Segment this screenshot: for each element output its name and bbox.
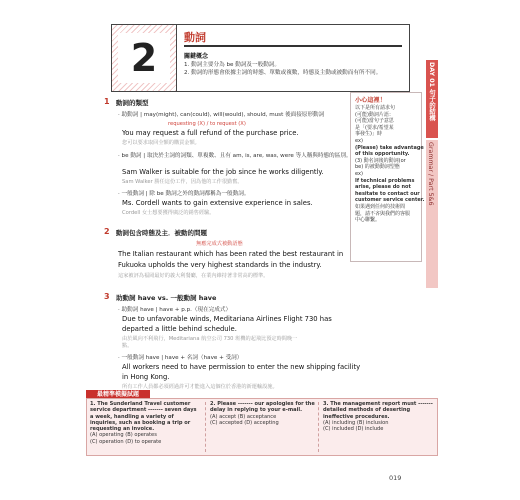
q1-line: service department ------- seven days <box>90 407 197 414</box>
note-line: be) 的被動動詞型態 <box>355 164 400 171</box>
note-line: If technical problems <box>355 177 415 184</box>
note-line: 事發生)」時 <box>355 131 382 138</box>
s3-translation-2: 所有工作人員都必須經過許可才能進入這個位於香港的新運輸設施。 <box>122 384 278 390</box>
chapter-number-box <box>112 25 177 91</box>
key-concept-line-2: 2. 動詞的形態會依據主詞的時態、單數或複數，時態及主動或被動而有所不同。 <box>184 70 382 76</box>
note-line: of this opportunity. <box>355 151 410 158</box>
s3-bullet-1: · 助動詞 have | have + p.p.（現在完成式） <box>118 307 232 313</box>
q3-option-row[interactable]: (C) included (D) include <box>323 426 384 433</box>
q1-line: 1. The Sunderland Travel customer <box>90 401 191 407</box>
s2-example-line-1: The Italian restaurant which has been rated the best restaurant in <box>118 250 344 258</box>
quiz-heading: 最精準模擬試題 <box>86 390 150 399</box>
note-line: ex) <box>355 170 363 177</box>
q2-option-row[interactable]: (C) accepted (D) accepting <box>210 419 279 426</box>
chapter-header <box>111 24 410 92</box>
note-line: 如果遇到任何的技術問 <box>355 203 406 210</box>
s1-bullet-3: · 一般動詞 | 除 be 動詞之外的動詞都稱為一般動詞。 <box>118 191 250 197</box>
quiz-divider <box>205 402 206 452</box>
s1-translation-3: Cordell 女士想要獲得廣泛的銷售經驗。 <box>122 210 215 216</box>
section-2-number: 2 <box>104 227 110 236</box>
note-line: arise, please do not <box>355 184 411 191</box>
s1-example-1: You may request a full refund of the purchase price. <box>122 129 299 137</box>
chapter-title: 動詞 <box>184 31 206 44</box>
q1-line: a week, handling a variety of <box>90 413 174 420</box>
quiz-divider <box>318 402 319 452</box>
page-number: 019 <box>389 474 402 482</box>
s1-translation-1: 您可以要求取回全額的購買金額。 <box>122 140 200 146</box>
section-1-title: 動詞的類型 <box>116 99 149 107</box>
s3-bullet-2: · 一般動詞 have | have + 名詞（have + 受詞） <box>118 355 243 361</box>
key-concept-line-1: 1. 動詞主要分為 be 動詞及一般動詞。 <box>184 62 280 68</box>
s2-translation: 這家被評為福岡最好的義大利餐廳，在業內維持著非常高的標準。 <box>118 273 269 279</box>
s3-translation-1b: 點。 <box>122 343 133 349</box>
note-line: customer service center. <box>355 197 425 204</box>
section-3-title: 助動詞 have vs. 一般動詞 have <box>116 294 217 302</box>
s3-example-line-1: Due to unfavorable winds, Meditariana Airlines Flight 730 has <box>122 315 332 323</box>
day-tab-label: DAY 01 句子的結構 <box>428 62 435 121</box>
q3-line: detailed methods of deserting <box>323 407 411 414</box>
s1-example-2: Sam Walker is suitable for the job since he works diligently. <box>122 168 324 176</box>
s3-example-line-3: All workers need to have permission to enter the new shipping facility <box>122 363 361 371</box>
s3-translation-1: 由於風向不利飛行，Meditariana 航空公司 730 班機的起飛比預定時間晚一 <box>122 336 298 342</box>
quiz-question-3 <box>323 401 433 432</box>
chapter-number: 2 <box>118 33 170 83</box>
part-tab[interactable] <box>426 140 438 288</box>
section-2-title: 動詞包含時態及主．被動的問題 <box>116 229 207 237</box>
caution-note <box>350 92 425 262</box>
q2-option-row[interactable]: (A) accept (B) acceptance <box>210 413 277 420</box>
note-line: hesitate to contact our <box>355 190 420 197</box>
caution-note-title: 小心這裡！ <box>355 97 386 104</box>
q1-line: inquiries, such as booking a trip or <box>90 419 191 426</box>
s1-red-note: requesting (X) / to request (X) <box>168 121 246 127</box>
note-line: 是「(要求/希望某 <box>355 124 394 131</box>
q2-line: delay in replying to your e-mail. <box>210 407 303 414</box>
s1-bullet-1: · 助動詞 | may(might), can(could), will(would), should, must 後面接原形動詞 <box>118 112 325 118</box>
note-line: ex) <box>355 137 363 144</box>
note-line: 以下是所有請求句 <box>355 105 396 111</box>
note-line: (Please) take advantage <box>355 144 424 151</box>
note-line: (3) 動名詞後的動詞(or <box>355 157 406 164</box>
note-line: (可能)動詞片語： <box>355 111 394 118</box>
note-line: 中心聯繫。 <box>355 217 381 224</box>
s3-example-line-2: departed a little behind schedule. <box>122 325 237 333</box>
s2-red-note: 無應完成式被動語態 <box>196 241 243 247</box>
q2-line: 2. Please ------- our apologies for the <box>210 401 315 407</box>
quiz-question-1 <box>90 401 197 445</box>
q3-line: 3. The management report must ------- <box>323 401 433 407</box>
s3-example-line-4: in Hong Kong. <box>122 373 170 381</box>
q1-line: requesting an invoice. <box>90 426 155 433</box>
section-3-number: 3 <box>104 292 110 301</box>
key-concept-label: 關鍵概念 <box>184 53 209 60</box>
day-tab[interactable] <box>426 60 438 138</box>
s1-translation-2: Sam Walker 勝任這份工作，因為他的工作很勤奮。 <box>122 179 243 185</box>
note-line: 題，請不吝與我們的客服 <box>355 210 411 217</box>
s1-bullet-2: · be 動詞 | 取決於主詞的詞類、單複數、且有 am, is, are, was, were 等人稱與時態的區別。 <box>118 153 352 159</box>
q3-option-row[interactable]: (A) including (B) inclusion <box>323 419 389 426</box>
q1-option-row[interactable]: (A) operating (B) operates <box>90 432 157 439</box>
s1-example-3: Ms. Cordell wants to gain extensive experience in sales. <box>122 199 313 207</box>
part-tab-label: Grammar / Part 5&6 <box>427 142 434 206</box>
q3-line: ineffective procedures. <box>323 413 390 420</box>
quiz-question-2 <box>210 401 315 426</box>
title-rule <box>184 45 402 47</box>
s2-example-line-2: Fukuoka upholds the very highest standards in the industry. <box>118 261 322 269</box>
section-1-number: 1 <box>104 97 110 106</box>
note-line: (可能)當句子意思 <box>355 118 394 125</box>
q1-option-row[interactable]: (C) operation (D) to operate <box>90 438 162 445</box>
